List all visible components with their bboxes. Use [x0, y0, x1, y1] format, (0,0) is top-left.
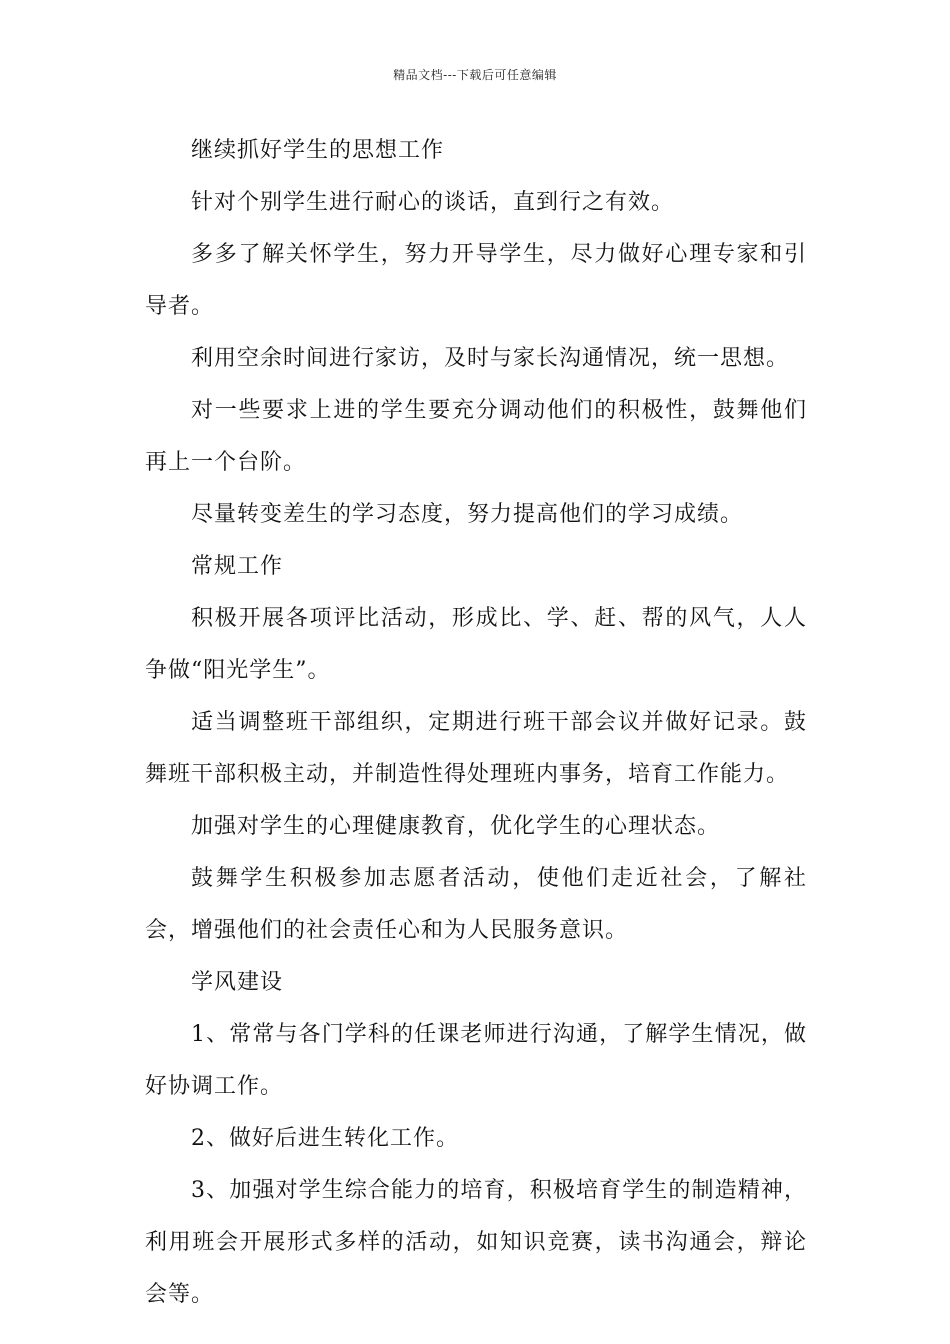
paragraph: 积极开展各项评比活动，形成比、学、赶、帮的风气，人人争做“阳光学生”。 — [145, 606, 807, 683]
list-item: 2、做好后进生转化工作。 — [191, 1126, 459, 1151]
paragraph: 对一些要求上进的学生要充分调动他们的积极性，鼓舞他们再上一个台阶。 — [145, 398, 807, 475]
paragraph: 针对个别学生进行耐心的谈话，直到行之有效。 — [191, 190, 675, 215]
paragraph: 适当调整班干部组织，定期进行班干部会议并做好记录。鼓舞班干部积极主动，并制造性得处理班内事务，培育工作能力。 — [145, 710, 807, 787]
page-header: 精品文档---下载后可任意编辑 — [393, 68, 557, 82]
paragraph: 尽量转变差生的学习态度，努力提高他们的学习成绩。 — [191, 502, 744, 527]
section-heading-routine-work: 常规工作 — [191, 554, 284, 579]
section-heading-thought-work: 继续抓好学生的思想工作 — [191, 138, 445, 163]
paragraph: 多多了解关怀学生，努力开导学生，尽力做好心理专家和引导者。 — [145, 242, 807, 319]
section-heading-study-style: 学风建设 — [191, 970, 284, 995]
document-body — [145, 125, 807, 1321]
paragraph: 鼓舞学生积极参加志愿者活动，使他们走近社会，了解社会，增强他们的社会责任心和为人民服务意识。 — [145, 866, 807, 943]
list-item: 1、常常与各门学科的任课老师进行沟通，了解学生情况，做好协调工作。 — [145, 1022, 807, 1099]
paragraph: 利用空余时间进行家访，及时与家长沟通情况，统一思想。 — [191, 346, 790, 371]
list-item: 3、加强对学生综合能力的培育，积极培育学生的制造精神，利用班会开展形式多样的活动，如知识竞赛，读书沟通会，辩论会等。 — [145, 1178, 807, 1307]
paragraph: 加强对学生的心理健康教育，优化学生的心理状态。 — [191, 814, 721, 839]
